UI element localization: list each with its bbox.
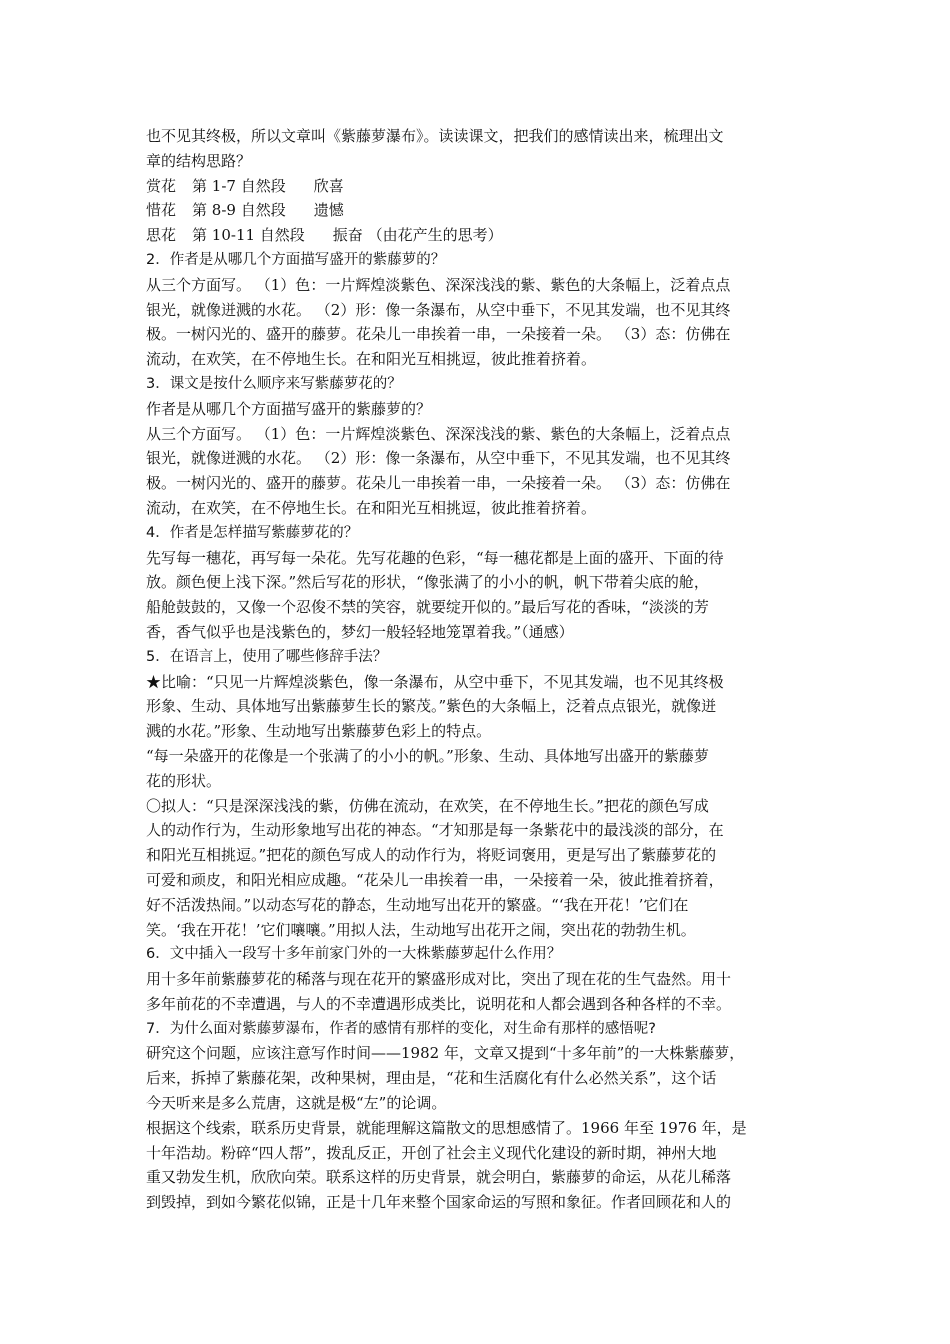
text-line: 笑。‘我在开花！’它们嚷嚷。”用拟人法，生动地写出花开之闹，突出花的勃勃生机。 (146, 920, 696, 939)
structure-row (146, 223, 816, 248)
text-line: 形象、生动、具体地写出紫藤萝生长的繁茂。”紫色的大条幅上，泛着点点银光，就像迸 (146, 697, 717, 716)
question-heading: 6．文中插入一段写十多年前家门外的一大株紫藤萝起什么作用？ (146, 946, 562, 963)
document-body (146, 124, 816, 1215)
question-heading: 2．作者是从哪几个方面描写盛开的紫藤萝的？ (146, 251, 446, 268)
structure-row (146, 198, 816, 223)
structure-emotion: 振奋 （由花产生的思考） (332, 226, 503, 245)
text-line: 流动，在欢笑，在不停地生长。在和阳光互相挑逗，彼此推着挤着。 (146, 350, 597, 369)
text-line: 也不见其终极，所以文章叫《紫藤萝瀑布》。读读课文，把我们的感情读出来，梳理出文 (146, 127, 724, 145)
text-line: 放。颜色便上浅下深。”然后写花的形状，“像张满了的小小的帆，帆下带着尖底的舱， (146, 573, 709, 592)
text-line: 香，香气似乎也是浅紫色的，梦幻一般轻轻地笼罩着我。”（通感） (146, 622, 574, 641)
text-line: 到毁掉，到如今繁花似锦，正是十几年来整个国家命运的写照和象征。作者回顾花和人的 (146, 1193, 732, 1212)
text-line: 船舱鼓鼓的，又像一个忍俊不禁的笑容，就要绽开似的。”最后写花的香味，“淡淡的芳 (146, 598, 709, 617)
question-heading: 5．在语言上，使用了哪些修辞手法？ (146, 648, 388, 665)
structure-paragraphs: 第 1-7 自然段 (192, 176, 286, 195)
structure-emotion: 遗憾 (313, 201, 344, 220)
text-line: 极。一树闪光的、盛开的藤萝。花朵儿一串挨着一串，一朵接着一朵。 （3）态：仿佛在 (146, 474, 731, 493)
question-heading: 4．作者是怎样描写紫藤萝花的？ (146, 524, 359, 541)
text-line: 〇拟人：“只是深深浅浅的紫，仿佛在流动，在欢笑，在不停地生长。”把花的颜色写成 (146, 796, 709, 815)
text-line: 从三个方面写。 （1）色：一片辉煌淡紫色、深深浅浅的紫、紫色的大条幅上，泛着点点 (146, 424, 731, 443)
text-line: 多年前花的不幸遭遇，与人的不幸遭遇形成类比，说明花和人都会遇到各种各样的不幸。 (146, 994, 732, 1013)
text-line: 流动，在欢笑，在不停地生长。在和阳光互相挑逗，彼此推着挤着。 (146, 498, 597, 517)
question-heading: 7．为什么面对紫藤萝瀑布，作者的感情有那样的变化，对生命有那样的感悟呢? (146, 1020, 656, 1037)
structure-part: 赏花 (146, 176, 177, 195)
text-line: 重又勃发生机，欣欣向荣。联系这样的历史背景，就会明白，紫藤萝的命运，从花儿稀落 (146, 1168, 732, 1187)
text-line: 好不活泼热闹。”以动态写花的静态，生动地写出花开的繁盛。“‘我在开花！’它们在 (146, 895, 689, 914)
text-line: 极。一树闪光的、盛开的藤萝。花朵儿一串挨着一串，一朵接着一朵。 （3）态：仿佛在 (146, 325, 731, 344)
structure-emotion: 欣喜 (313, 176, 344, 195)
text-line: 从三个方面写。 （1）色：一片辉煌淡紫色、深深浅浅的紫、紫色的大条幅上，泛着点点 (146, 275, 731, 294)
text-line: 银光，就像迸溅的水花。 （2）形：像一条瀑布，从空中垂下，不见其发端，也不见其终 (146, 300, 731, 319)
text-line: 用十多年前紫藤萝花的稀落与现在花开的繁盛形成对比，突出了现在花的生气盎然。用十 (146, 970, 732, 989)
text-line: 银光，就像迸溅的水花。 （2）形：像一条瀑布，从空中垂下，不见其发端，也不见其终 (146, 449, 731, 468)
text-line: 花的形状。 (146, 771, 222, 790)
text-line: ★比喻：“只见一片辉煌淡紫色，像一条瀑布，从空中垂下，不见其发端，也不见其终极 (146, 672, 724, 691)
text-line: 作者是从哪几个方面描写盛开的紫藤萝的？ (146, 399, 432, 418)
text-line: 先写每一穗花，再写每一朵花。先写花趣的色彩，“每一穗花都是上面的盛开、下面的待 (146, 548, 724, 567)
structure-part: 惜花 (146, 201, 177, 220)
text-line: 溅的水花。”形象、生动地写出紫藤萝色彩上的特点。 (146, 722, 492, 741)
structure-paragraphs: 第 10-11 自然段 (192, 226, 305, 245)
text-line: 和阳光互相挑逗。”把花的颜色写成人的动作行为，将贬词褒用，更是写出了紫藤萝花的 (146, 846, 717, 865)
text-line: 后来，拆掉了紫藤花架，改种果树，理由是，“花和生活腐化有什么必然关系”，这个话 (146, 1069, 717, 1088)
text-line: 根据这个线索，联系历史背景，就能理解这篇散文的思想感情了。1966 年至 1976 年，是 (146, 1118, 747, 1137)
text-line: 十年浩劫。粉碎“四人帮”，拨乱反正，开创了社会主义现代化建设的新时期，神州大地 (146, 1143, 717, 1162)
text-line: “每一朵盛开的花像是一个张满了的小小的帆。”形象、生动、具体地写出盛开的紫藤萝 (146, 746, 709, 765)
structure-row (146, 174, 816, 199)
text-line: 可爱和顽皮，和阳光相应成趣。“花朵儿一串挨着一串，一朵接着一朵，彼此推着挤着， (146, 870, 724, 889)
structure-paragraphs: 第 8-9 自然段 (192, 201, 286, 220)
text-line: 章的结构思路？ (146, 151, 252, 170)
structure-part: 思花 (146, 226, 177, 245)
question-heading: 3．课文是按什么顺序来写紫藤萝花的？ (146, 375, 402, 392)
text-line: 人的动作行为，生动形象地写出花的神态。“才知那是每一条紫花中的最浅淡的部分，在 (146, 821, 724, 840)
text-line: 今天听来是多么荒唐，这就是极“左”的论调。 (146, 1094, 447, 1113)
text-line: 研究这个问题，应该注意写作时间——1982 年，文章又提到“十多年前”的一大株紫藤萝， (146, 1044, 745, 1063)
